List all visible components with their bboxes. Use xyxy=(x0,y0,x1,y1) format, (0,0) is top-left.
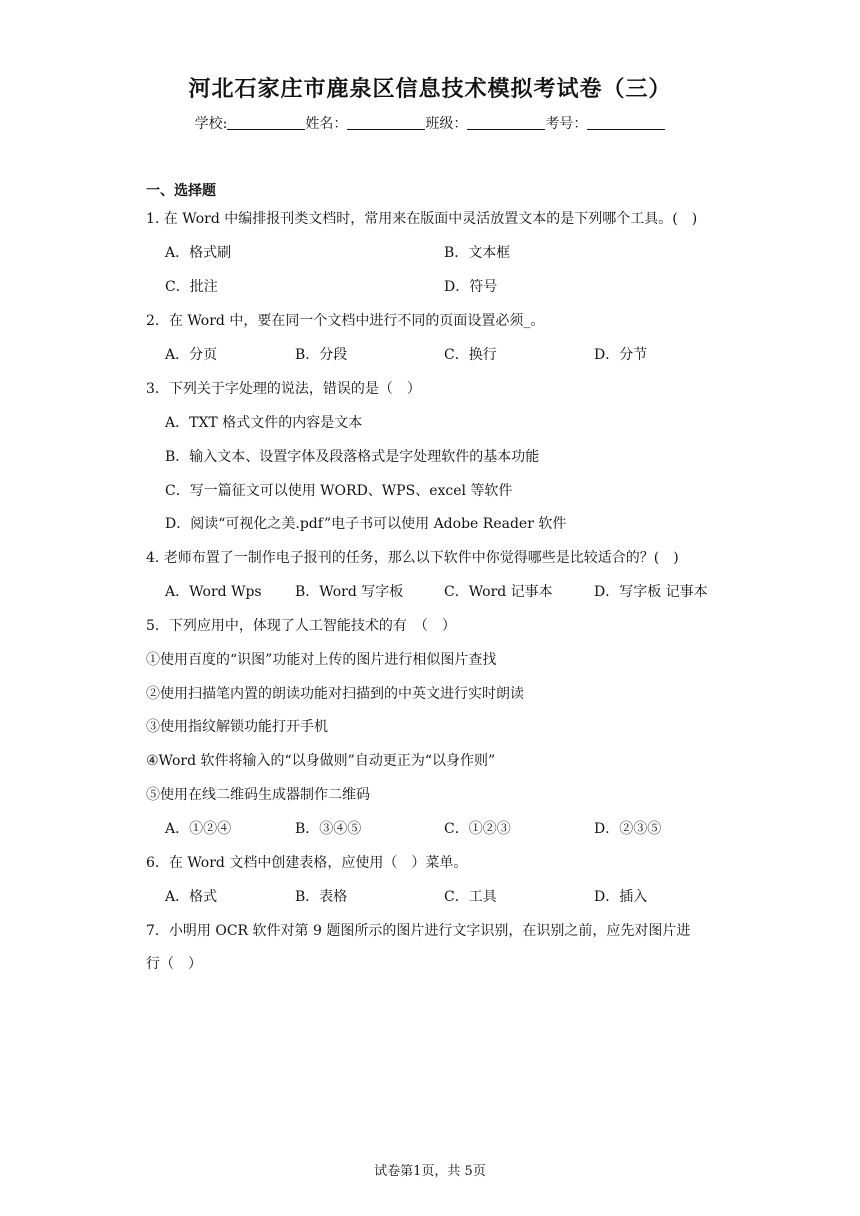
question-6-option-b[interactable]: B．表格 xyxy=(295,889,348,905)
question-1-option-b[interactable]: B．文本框 xyxy=(444,245,511,261)
question-1-option-a[interactable]: A．格式刷 xyxy=(165,245,232,261)
school-label: 学校: xyxy=(194,116,228,132)
question-7-text: 7．小明用 OCR 软件对第 9 题图所示的图片进行文字识别，在识别之前，应先对图片进 xyxy=(146,923,691,939)
exam-title: 河北石家庄市鹿泉区信息技术模拟考试卷（三） xyxy=(188,76,672,102)
question-1-text: 1. 在 Word 中编排报刊类文档时，常用来在版面中灵活放置文本的是下列哪个工具。( ) xyxy=(146,211,698,227)
school-blank[interactable] xyxy=(227,115,305,130)
question-3-option-a[interactable]: A．TXT 格式文件的内容是文本 xyxy=(165,415,363,431)
question-5-option-d[interactable]: D．②③⑤ xyxy=(594,821,662,837)
question-2-text: 2．在 Word 中，要在同一个文档中进行不同的页面设置必须_。 xyxy=(146,313,545,329)
question-2-option-c[interactable]: C．换行 xyxy=(444,347,497,363)
question-1-option-c[interactable]: C．批注 xyxy=(165,279,218,295)
question-6-text: 6．在 Word 文档中创建表格，应使用（ ）菜单。 xyxy=(146,855,468,871)
student-info-row xyxy=(0,113,860,133)
question-5-text: 5．下列应用中，体现了人工智能技术的有 （ ） xyxy=(146,618,456,634)
question-5-item-2: ②使用扫描笔内置的朗读功能对扫描到的中英文进行实时朗读 xyxy=(146,686,524,702)
number-blank[interactable] xyxy=(587,115,665,130)
page-footer: 试卷第1页，共 5页 xyxy=(374,1164,486,1179)
question-3-option-c[interactable]: C．写一篇征文可以使用 WORD、WPS、excel 等软件 xyxy=(165,483,513,499)
question-5-option-c[interactable]: C．①②③ xyxy=(444,821,511,837)
question-5-item-3: ③使用指纹解锁功能打开手机 xyxy=(146,719,328,735)
class-blank[interactable] xyxy=(467,115,545,130)
question-4-option-d[interactable]: D．写字板 记事本 xyxy=(594,584,708,600)
question-2-option-d[interactable]: D．分节 xyxy=(594,347,648,363)
question-2-option-a[interactable]: A．分页 xyxy=(165,347,218,363)
question-4-text: 4. 老师布置了一制作电子报刊的任务，那么以下软件中你觉得哪些是比较适合的？( ) xyxy=(146,550,679,566)
question-5-item-5: ⑤使用在线二维码生成器制作二维码 xyxy=(146,787,370,803)
question-7-text-continued: 行（ ） xyxy=(146,956,202,972)
question-3-option-b[interactable]: B．输入文本、设置字体及段落格式是字处理软件的基本功能 xyxy=(165,449,540,465)
name-blank[interactable] xyxy=(347,115,425,130)
question-4-option-a[interactable]: A．Word Wps xyxy=(165,584,262,600)
question-6-option-a[interactable]: A．格式 xyxy=(165,889,218,905)
class-label: 班级： xyxy=(425,116,468,132)
question-5-item-1: ①使用百度的“识图”功能对上传的图片进行相似图片查找 xyxy=(146,652,497,668)
question-6-option-c[interactable]: C．工具 xyxy=(444,889,497,905)
section-heading: 一、选择题 xyxy=(146,183,216,199)
question-5-option-a[interactable]: A．①②④ xyxy=(165,821,232,837)
question-4-option-c[interactable]: C．Word 记事本 xyxy=(444,584,553,600)
question-3-text: 3．下列关于字处理的说法，错误的是（ ） xyxy=(146,381,421,397)
question-6-option-d[interactable]: D．插入 xyxy=(594,889,648,905)
question-2-option-b[interactable]: B．分段 xyxy=(295,347,348,363)
question-3-option-d[interactable]: D．阅读“可视化之美.pdf”电子书可以使用 Adobe Reader 软件 xyxy=(165,516,567,532)
question-5-item-4: ④Word 软件将输入的“以身做则”自动更正为“以身作则” xyxy=(146,753,496,769)
name-label: 姓名： xyxy=(305,116,348,132)
number-label: 考号： xyxy=(545,116,588,132)
question-1-option-d[interactable]: D．符号 xyxy=(444,279,498,295)
question-5-option-b[interactable]: B．③④⑤ xyxy=(295,821,362,837)
question-4-option-b[interactable]: B．Word 写字板 xyxy=(295,584,404,600)
